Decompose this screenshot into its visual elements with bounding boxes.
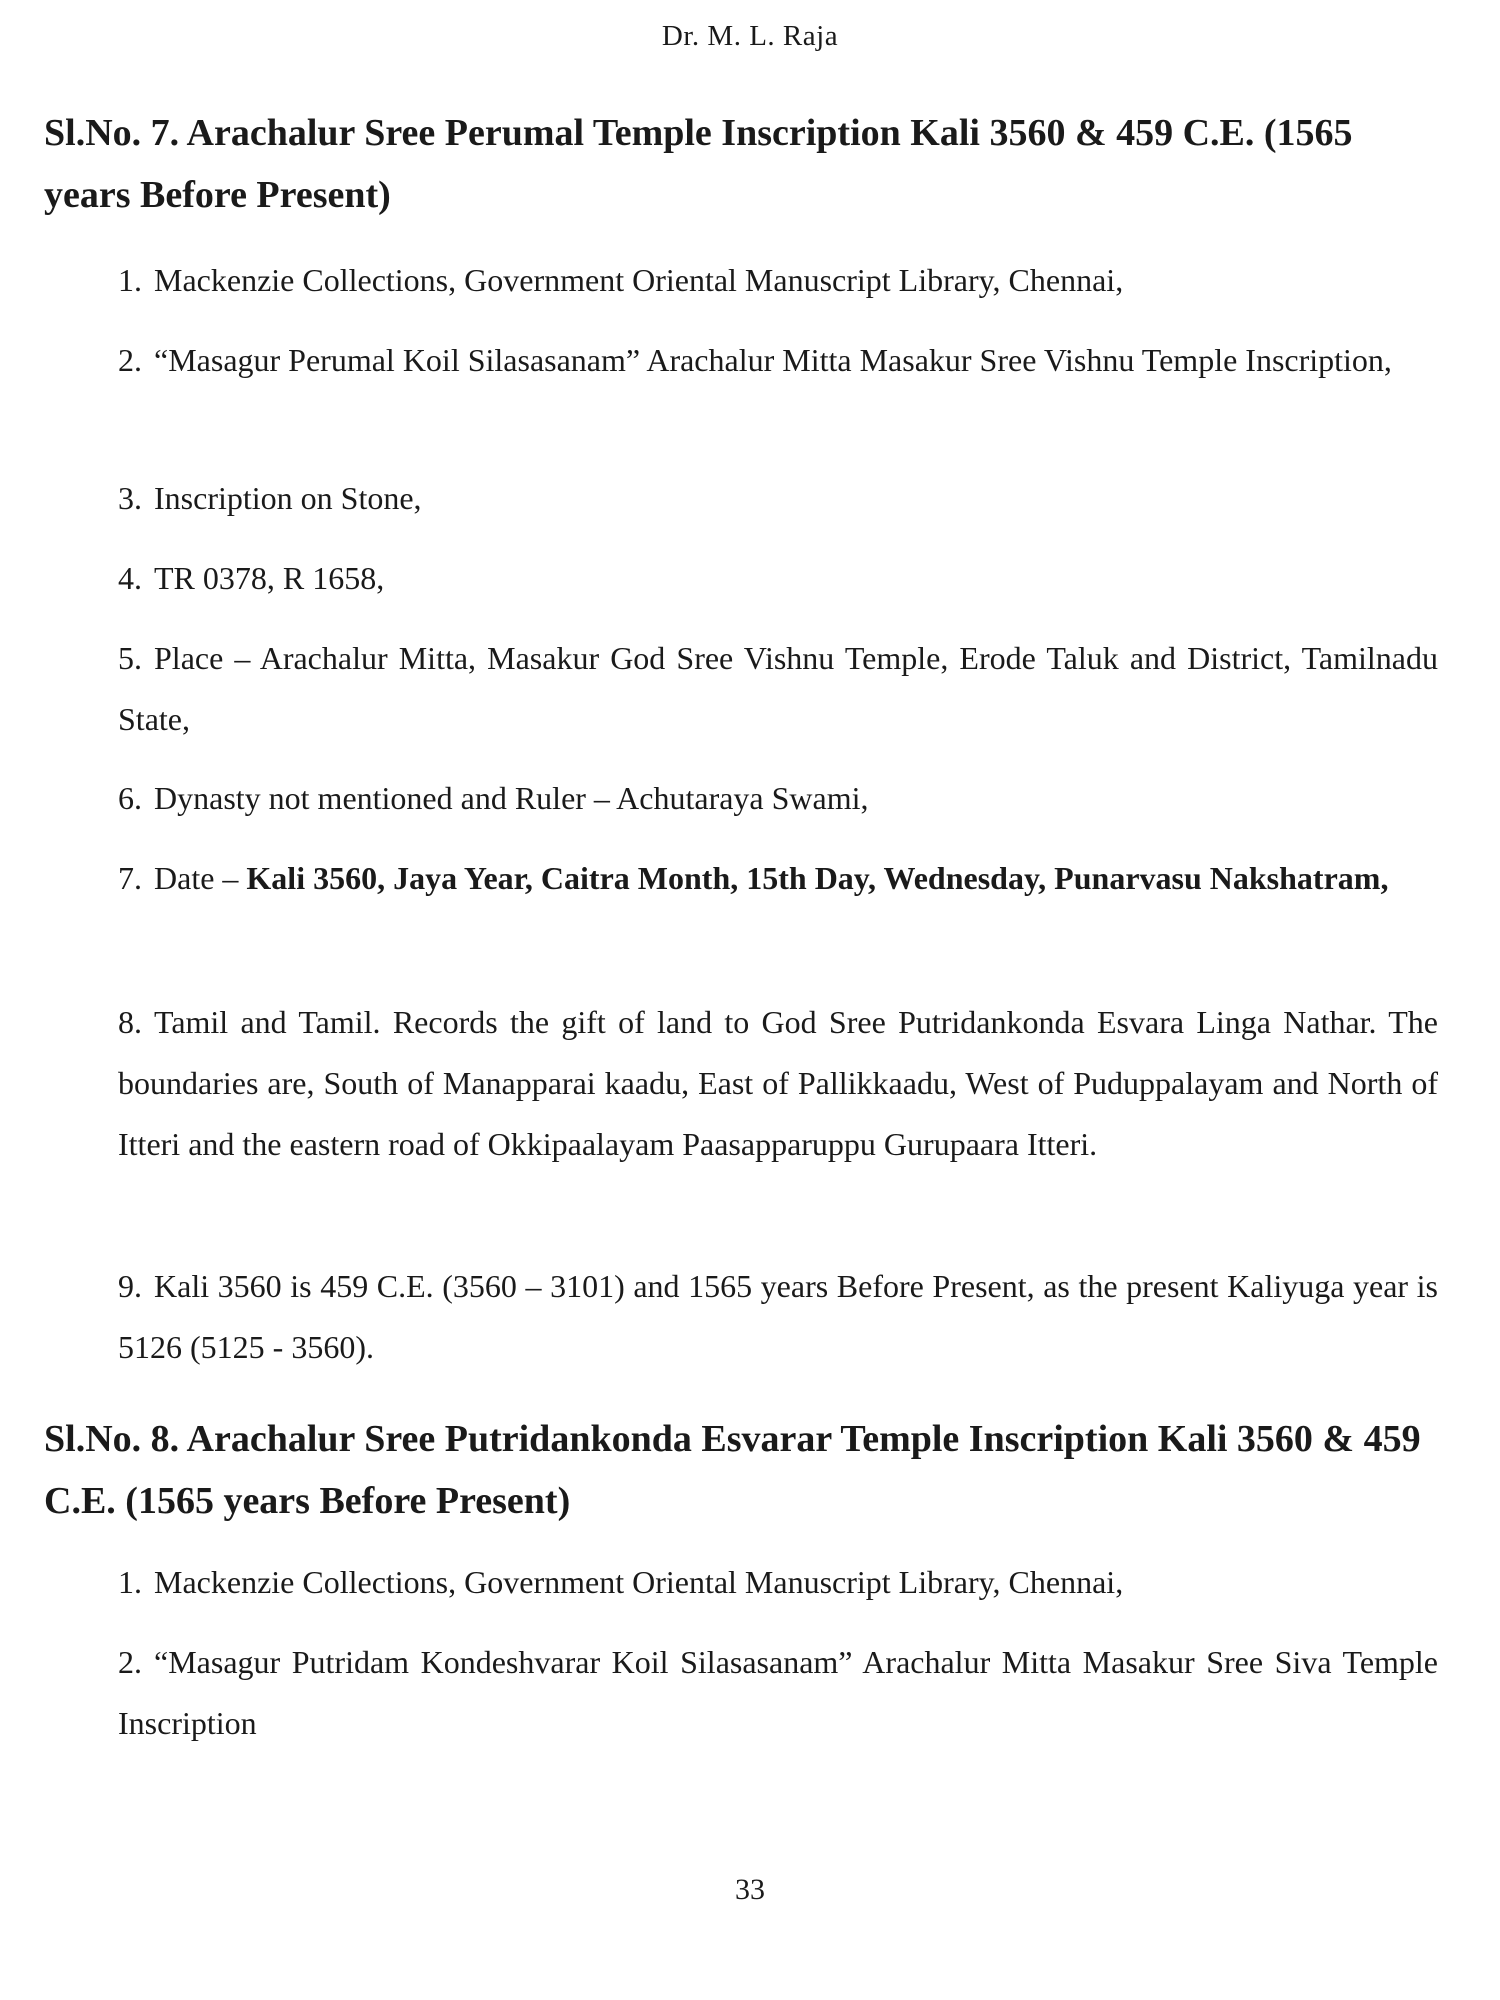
list-item <box>118 548 1438 609</box>
item-number: 7. <box>118 860 142 896</box>
item-text: Kali 3560 is 459 C.E. (3560 – 3101) and 1565 years Before Present, as the present Kaliyuga year is 5126 (5125 - 3560). <box>118 1268 1438 1365</box>
item-number: 6. <box>118 780 142 816</box>
list-item <box>118 1552 1438 1613</box>
item-text: TR 0378, R 1658, <box>154 560 385 596</box>
item-text: Mackenzie Collections, Government Oriental Manuscript Library, Chennai, <box>154 1564 1124 1600</box>
list-item <box>118 330 1438 391</box>
list-item <box>118 628 1438 750</box>
list-item <box>118 992 1438 1175</box>
item-number: 2. <box>118 342 142 378</box>
item-text: Place – Arachalur Mitta, Masakur God Sree Vishnu Temple, Erode Taluk and District, Tamilnadu State, <box>118 640 1438 737</box>
list-item <box>118 848 1438 909</box>
item-text: Date – <box>154 860 247 896</box>
item-number: 1. <box>118 262 142 298</box>
item-text: Dynasty not mentioned and Ruler – Achutaraya Swami, <box>154 780 869 816</box>
section-heading: Sl.No. 8. Arachalur Sree Putridankonda Esvarar Temple Inscription Kali 3560 & 459 C.E. (1565 years Before Present) <box>44 1418 1421 1522</box>
item-number: 5. <box>118 640 142 676</box>
item-text: “Masagur Perumal Koil Silasasanam” Arachalur Mitta Masakur Sree Vishnu Temple Inscription, <box>154 342 1392 378</box>
item-number: 3. <box>118 480 142 516</box>
list-item <box>118 250 1438 311</box>
list-item <box>118 768 1438 829</box>
item-date-bold: Kali 3560, Jaya Year, Caitra Month, 15th Day, Wednesday, Punarvasu Nakshatram, <box>246 860 1389 896</box>
list-item <box>118 1256 1438 1378</box>
item-text: Mackenzie Collections, Government Oriental Manuscript Library, Chennai, <box>154 262 1124 298</box>
item-number: 4. <box>118 560 142 596</box>
item-number: 1. <box>118 1564 142 1600</box>
item-text: “Masagur Putridam Kondeshvarar Koil Silasasanam” Arachalur Mitta Masakur Sree Siva Temple Inscription <box>118 1644 1438 1741</box>
section-heading: Sl.No. 7. Arachalur Sree Perumal Temple Inscription Kali 3560 & 459 C.E. (1565 years Before Present) <box>44 112 1353 216</box>
page-number: 33 <box>735 1873 765 1906</box>
item-number: 9. <box>118 1268 142 1304</box>
item-text: Inscription on Stone, <box>154 480 422 516</box>
running-header: Dr. M. L. Raja <box>661 20 839 52</box>
list-item <box>118 468 1438 529</box>
item-number: 2. <box>118 1644 142 1680</box>
list-item <box>118 1632 1438 1754</box>
item-text: Tamil and Tamil. Records the gift of land to God Sree Putridankonda Esvara Linga Nathar. The boundaries are, South of Manapparai kaadu, East of Pallikkaadu, West of Puduppalayam and North of Itteri and the eastern road of Okkipaalayam Paasapparuppu Gurupaara Itteri. <box>118 1004 1438 1162</box>
item-number: 8. <box>118 1004 142 1040</box>
